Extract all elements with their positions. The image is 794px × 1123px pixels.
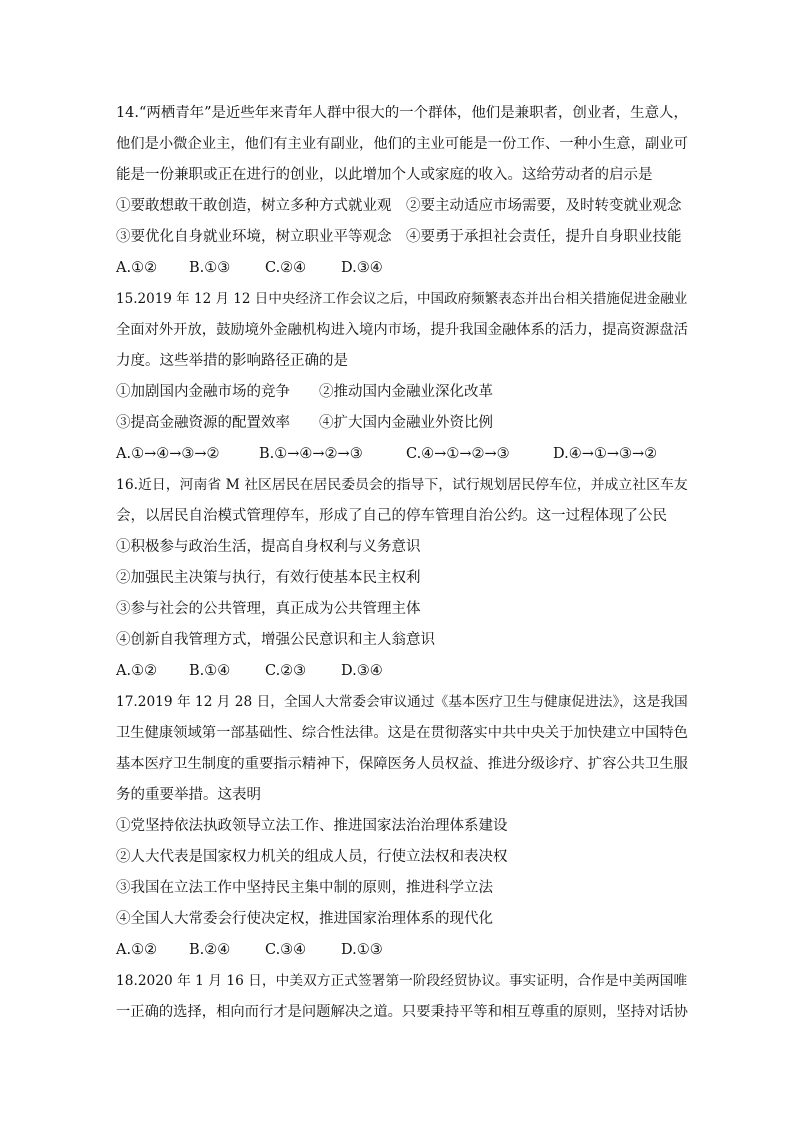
q15-stem-line-1: 15.2019 年 12 月 12 日中央经济工作会议之后，中国政府频繁表态并出台相关措施促进金融业 — [116, 291, 688, 307]
q17-stem-line-1: 17.2019 年 12 月 28 日，全国人大常委会审议通过《基本医疗卫生与健康促进法》，这是我国 — [116, 694, 688, 710]
q16-choice-a: A.①② — [116, 663, 158, 679]
q14-stem-line-2: 他们是小微企业主，他们有主业有副业，他们的主业可能是一份工作、一种小生意，副业可 — [116, 136, 688, 152]
q14-stem-line-1: 14.“两栖青年”是近些年来青年人群中很大的一个群体，他们是兼职者，创业者，生意人， — [116, 105, 688, 121]
q16-statement-3: ③参与社会的公共管理，真正成为公共管理主体 — [116, 601, 421, 617]
q17-choice-a: A.①② — [116, 942, 158, 958]
q14-choices — [116, 258, 688, 278]
q17-statement-1: ①党坚持依法执政领导立法工作、推进国家法治治理体系建设 — [116, 818, 508, 834]
q16-statement-1: ①积极参与政治生活，提高自身权利与义务意识 — [116, 539, 421, 555]
q14-choice-a: A.①② — [116, 260, 158, 276]
q14-stem-line-3: 能是一份兼职或正在进行的创业，以此增加个人或家庭的收入。这给劳动者的启示是 — [116, 167, 653, 183]
q16-choices — [116, 661, 688, 681]
q17-stem-line-3: 基本医疗卫生制度的重要指示精神下，保障医务人员权益、推进分级诊疗、扩容公共卫生服 — [116, 756, 688, 772]
q17-statement-4: ④全国人大常委会行使决定权，推进国家治理体系的现代化 — [116, 911, 493, 927]
q18-stem-line-1: 18.2020 年 1 月 16 日，中美双方正式签署第一阶段经贸协议。事实证明，合作是中美两国唯 — [116, 973, 688, 989]
q15-statements-1-2: ①加剧国内金融市场的竞争 ②推动国内金融业深化改革 — [116, 384, 493, 400]
q16-choice-d: D.③④ — [341, 663, 383, 679]
q17-choice-d: D.①③ — [341, 942, 383, 958]
q16-choice-b: B.①④ — [189, 663, 231, 679]
q14-statements-3-4: ③要优化自身就业环境，树立职业平等观念 ④要勇于承担社会责任，提升自身职业技能 — [116, 229, 682, 245]
q17-stem-line-2: 卫生健康领域第一部基础性、综合性法律。这是在贯彻落实中共中央关于加快建立中国特色 — [116, 725, 688, 741]
q14-choice-b: B.①③ — [189, 260, 231, 276]
q16-choice-c: C.②③ — [265, 663, 307, 679]
q17-statement-2: ②人大代表是国家权力机关的组成人员，行使立法权和表决权 — [116, 849, 508, 865]
q15-choice-a: A.①→④→③→② — [116, 446, 220, 462]
q15-stem-line-2: 全面对外开放，鼓励境外金融机构进入境内市场，提升我国金融体系的活力，提高资源盘活 — [116, 322, 688, 338]
q15-stem-line-3: 力度。这些举措的影响路径正确的是 — [116, 353, 348, 369]
q17-choice-c: C.③④ — [265, 942, 307, 958]
q15-statements-3-4: ③提高金融资源的配置效率 ④扩大国内金融业外资比例 — [116, 415, 493, 431]
q16-stem-line-1: 16.近日，河南省 M 社区居民在居民委员会的指导下，试行规划居民停车位，并成立社区车友 — [116, 477, 688, 493]
q16-statement-4: ④创新自我管理方式，增强公民意识和主人翁意识 — [116, 632, 435, 648]
q15-choice-c: C.④→①→②→③ — [406, 446, 510, 462]
q15-choices — [116, 444, 688, 464]
q17-choices — [116, 940, 688, 960]
q16-stem-line-2: 会，以居民自治模式管理停车，形成了自己的停车管理自治公约。这一过程体现了公民 — [116, 508, 667, 524]
q14-choice-d: D.③④ — [341, 260, 383, 276]
q15-choice-d: D.④→①→③→② — [553, 446, 658, 462]
q18-stem-line-2: 一正确的选择，相向而行才是问题解决之道。只要秉持平等和相互尊重的原则，坚持对话协 — [116, 1004, 688, 1020]
q17-statement-3: ③我国在立法工作中坚持民主集中制的原则，推进科学立法 — [116, 880, 493, 896]
q17-choice-b: B.②④ — [189, 942, 231, 958]
q14-choice-c: C.②④ — [265, 260, 307, 276]
q15-choice-b: B.①→④→②→③ — [259, 446, 363, 462]
q14-statements-1-2: ①要敢想敢干敢创造，树立多种方式就业观 ②要主动适应市场需要，及时转变就业观念 — [116, 198, 682, 214]
q16-statement-2: ②加强民主决策与执行，有效行使基本民主权利 — [116, 570, 421, 586]
q17-stem-line-4: 务的重要举措。这表明 — [116, 787, 261, 803]
